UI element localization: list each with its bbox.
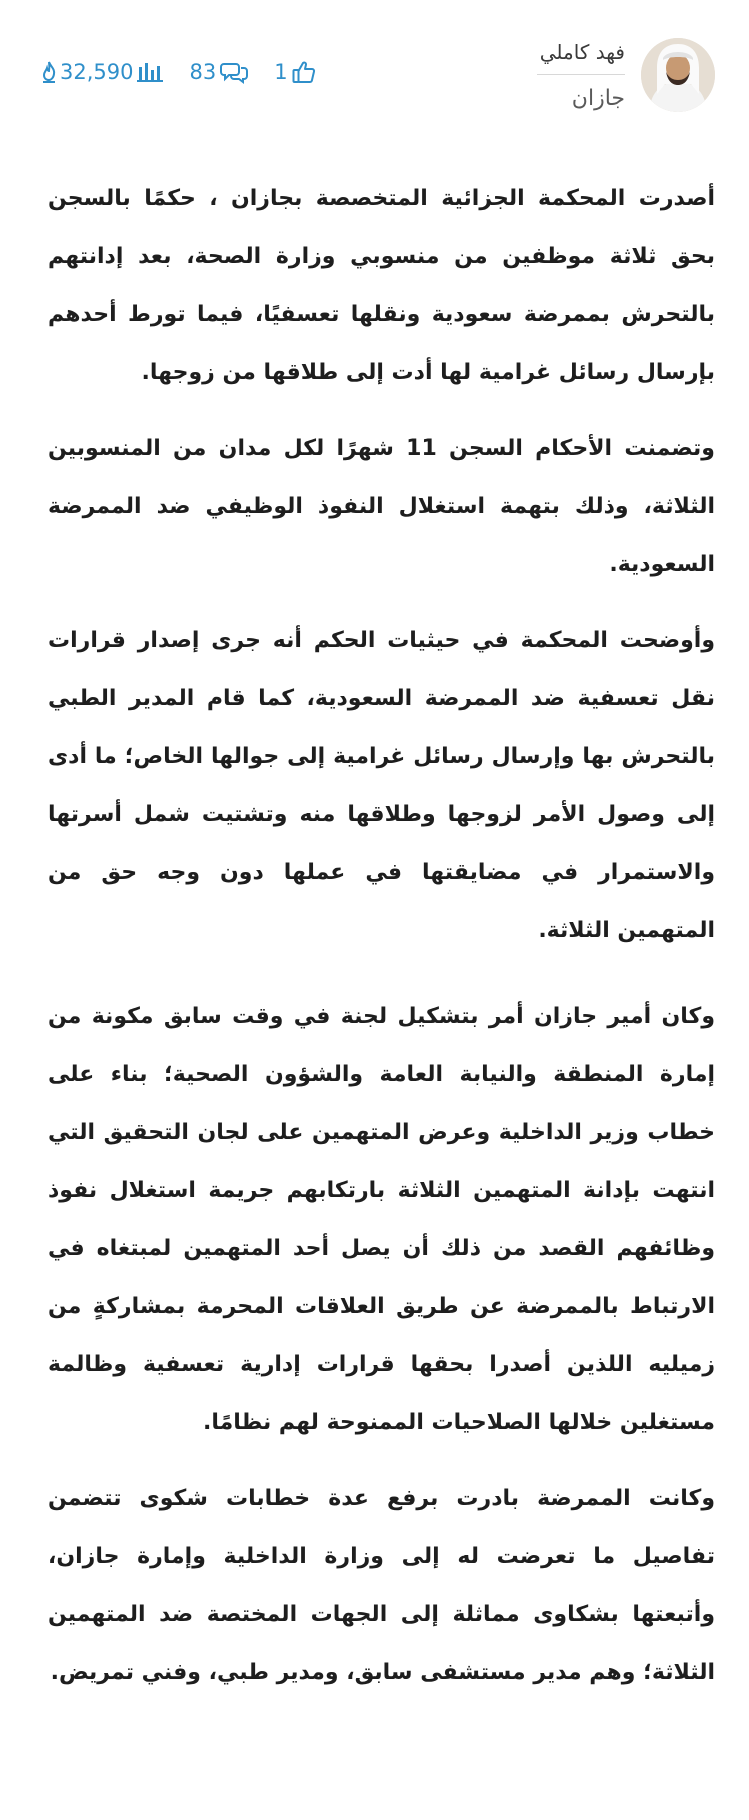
bar-chart-icon xyxy=(137,61,163,83)
speech-bubbles-icon xyxy=(220,60,248,84)
article-paragraph-2: وتضمنت الأحكام السجن 11 شهرًا لكل مدان من المنسوبين الثلاثة، وذلك بتهمة استغلال النفوذ الوظيفي ضد الممرضة السعودية. xyxy=(48,436,715,577)
article-paragraph-4: وكان أمير جازان أمر بتشكيل لجنة في وقت سابق مكونة من إمارة المنطقة والنيابة العامة والشؤون الصحية؛ بناء على خطاب وزير الداخلية وعرض المتهمين على لجان التحقيق التي انتهت بإدانة المتهمين الثلاثة بارتكابهم جريمة استغلال نفوذ وظائفهم القصد من ذلك أن يصل أحد المتهمين لمبتغاه في الارتباط بالممرضة عن طريق العلاقات المحرمة بمشاركةٍ من زميليه اللذين أصدرا بحقها قرارات إدارية تعسفية وظالمة مستغلين خلالها الصلاحيات الممنوحة لهم نظامًا. xyxy=(48,1004,715,1435)
views-count: 32,590 xyxy=(60,60,134,84)
article-header xyxy=(0,0,749,130)
avatar-image xyxy=(641,38,715,112)
likes-count: 1 xyxy=(274,60,288,84)
article-paragraph-1: أصدرت المحكمة الجزائية المتخصصة بجازان ، حكمًا بالسجن بحق ثلاثة موظفين من منسوبي وزارة الصحة، بعد إدانتهم بالتحرش بممرضة سعودية ونقلها تعسفيًا، فيما تورط أحدهم بإرسال رسائل غرامية لها أدت إلى طلاقها من زوجها. xyxy=(48,186,715,385)
author-name[interactable]: فهد كاملي xyxy=(539,40,625,64)
article-paragraph-3: وأوضحت المحكمة في حيثيات الحكم أنه جرى إصدار قرارات نقل تعسفية ضد الممرضة السعودية، كما قام المدير الطبي بالتحرش بها وإرسال رسائل غرامية إلى جوالها الخاص؛ ما أدى إلى وصول الأمر لزوجها وطلاقها منه وتشتيت شمل أسرتها والاستمرار في مضايقتها في عملها دون وجه حق من المتهمين الثلاثة. xyxy=(48,628,715,943)
flame-icon xyxy=(42,61,56,83)
likes-stat[interactable] xyxy=(270,60,315,84)
article-body xyxy=(48,170,715,1720)
author-avatar[interactable] xyxy=(641,38,715,112)
comments-count: 83 xyxy=(189,60,217,84)
views-stat xyxy=(42,60,163,84)
thumbs-up-icon xyxy=(292,60,316,84)
comments-stat[interactable] xyxy=(185,60,248,84)
author-city: جازان xyxy=(571,86,625,111)
author-divider xyxy=(537,74,625,75)
article-stats xyxy=(42,56,316,88)
article-paragraph-5: وكانت الممرضة بادرت برفع عدة خطابات شكوى تتضمن تفاصيل ما تعرضت له إلى وزارة الداخلية وإمارة جازان، وأتبعتها بشكاوى مماثلة إلى الجهات المختصة ضد المتهمين الثلاثة؛ وهم مدير مستشفى سابق، ومدير طبي، وفني تمريض. xyxy=(48,1486,715,1685)
